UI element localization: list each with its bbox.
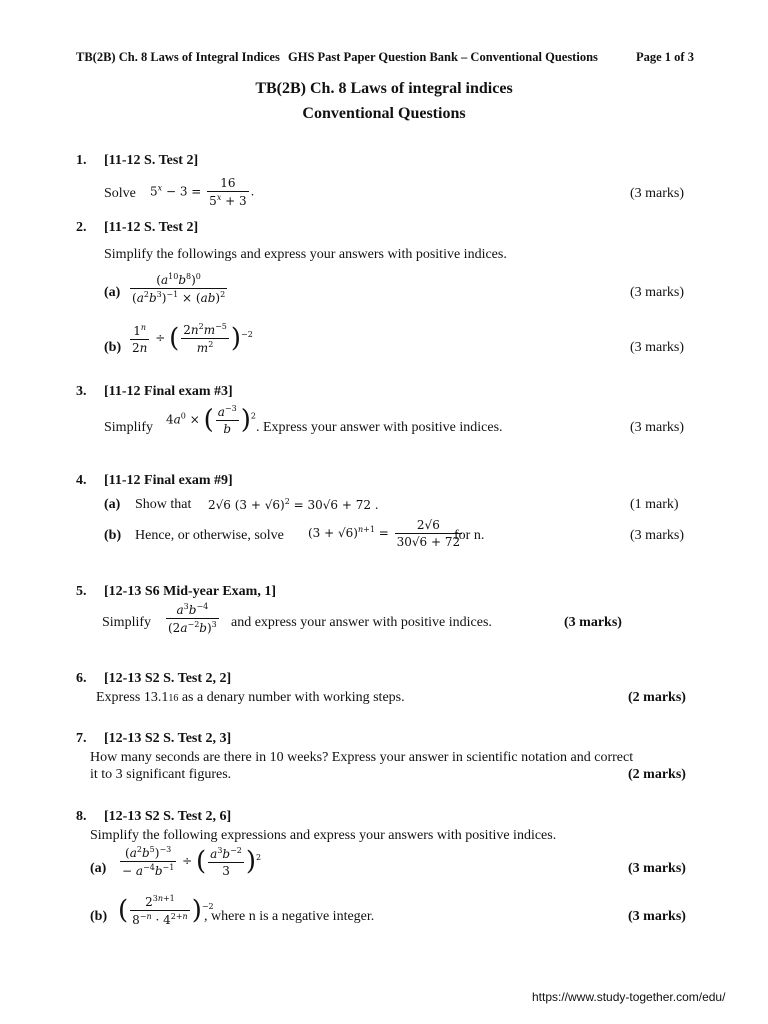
question-6-number: 6. <box>76 671 87 686</box>
question-4a-marks: (1 mark) <box>630 497 679 512</box>
question-8a-expression: $\frac{(a^2b^5)^{-3}}{- a^{-4}b^{-1}}$ ÷ ( $\frac{a^3b^{-2}}{3}$ )$^2$ <box>122 845 262 878</box>
question-1-text: Solve <box>104 186 136 201</box>
question-5-expression: $\frac{a^3b^{-4}}{(2a^{-2}b)^3}$ <box>168 602 217 635</box>
header-bank: GHS Past Paper Question Bank – Conventional Questions <box>288 50 598 64</box>
question-4b-text: Hence, or otherwise, solve <box>135 528 284 543</box>
question-1-source: [11-12 S. Test 2] <box>104 153 199 168</box>
question-5-marks: (3 marks) <box>564 615 622 630</box>
question-1-equation: $5^x - 3$ = $\frac{16}{5^x + 3}$ . <box>150 176 255 208</box>
question-7-marks: (2 marks) <box>628 767 686 782</box>
question-7-text-line2: it to 3 significant figures. <box>90 767 232 782</box>
question-2-number: 2. <box>76 220 87 235</box>
question-6-source: [12-13 S2 S. Test 2, 2] <box>104 671 232 686</box>
question-3-number: 3. <box>76 384 87 399</box>
question-5-text: Simplify <box>102 615 152 630</box>
question-8b-marks: (3 marks) <box>628 909 686 924</box>
page-title: TB(2B) Ch. 8 Laws of integral indices <box>255 80 513 97</box>
question-6-text <box>96 690 405 706</box>
question-8-text: Simplify the following expressions and express your answers with positive indices. <box>90 828 557 843</box>
question-7-number: 7. <box>76 731 87 746</box>
question-2b-marks: (3 marks) <box>630 340 685 355</box>
question-2b-expression: $\frac{1^n}{2n}$ ÷ ( $\frac{2n^2m^{-5}}{m^2}$ )$^{-2}$ <box>132 322 253 355</box>
question-4a-label: (a) <box>104 497 121 512</box>
question-5-text-after: and express your answer with positive indices. <box>231 615 492 630</box>
question-2a-label: (a) <box>104 285 121 300</box>
question-8a-marks: (3 marks) <box>628 861 686 876</box>
question-4a-equation: 2√6 $(3 + √6)^2 = 30√6 + 72$ . <box>208 497 379 512</box>
question-3-text: Simplify <box>104 420 154 435</box>
question-6-base-subscript: 16 <box>168 693 179 704</box>
question-8-number: 8. <box>76 809 87 824</box>
question-5-source: [12-13 S6 Mid-year Exam, 1] <box>104 584 276 599</box>
question-6-text-before: Express 13.1 <box>96 690 169 705</box>
page-subtitle: Conventional Questions <box>302 105 466 122</box>
question-4b-label: (b) <box>104 528 122 543</box>
question-3-marks: (3 marks) <box>630 420 685 435</box>
question-7-text-line1: How many seconds are there in 10 weeks? Express your answer in scientific notation and correct <box>90 750 634 765</box>
question-2a-expression: $\frac{(a^{10}b^8)^0}{(a^2b^3)^{-1} \times (ab)^2}$ <box>132 272 226 305</box>
question-8a-label: (a) <box>90 861 107 876</box>
question-5-number: 5. <box>76 584 87 599</box>
question-4-number: 4. <box>76 473 87 488</box>
header-chapter: TB(2B) Ch. 8 Laws of Integral Indices <box>76 50 280 64</box>
question-8b-expression: ( $\frac{2^{3n+1}}{8^{-n} \cdot 4^{2+n}}$ )$^{-2}$ <box>118 894 214 927</box>
question-3-source: [11-12 Final exam #3] <box>104 384 233 399</box>
question-2-source: [11-12 S. Test 2] <box>104 220 199 235</box>
question-2b-label: (b) <box>104 340 122 355</box>
question-4b-equation: $(3 + √6)^{n+1}$ = $\frac{2√6}{30√6 + 72}$ <box>308 518 461 549</box>
question-8-source: [12-13 S2 S. Test 2, 6] <box>104 809 232 824</box>
question-7-source: [12-13 S2 S. Test 2, 3] <box>104 731 232 746</box>
question-3-text-after: . Express your answer with positive indices. <box>256 420 503 435</box>
question-2a-marks: (3 marks) <box>630 285 685 300</box>
question-4b-marks: (3 marks) <box>630 528 685 543</box>
header-page-number: Page 1 of 3 <box>636 50 694 64</box>
footer-url: https://www.study-together.com/edu/ <box>532 990 726 1004</box>
question-1-marks: (3 marks) <box>630 186 685 201</box>
question-8b-label: (b) <box>90 909 108 924</box>
question-4b-text-after: for n. <box>454 528 485 543</box>
question-6-text-after: as a denary number with working steps. <box>178 690 405 705</box>
question-8b-text-after: , where n is a negative integer. <box>204 909 375 924</box>
question-2-text: Simplify the followings and express your answers with positive indices. <box>104 247 507 262</box>
question-4a-text: Show that <box>135 497 192 512</box>
question-6-marks: (2 marks) <box>628 690 686 705</box>
question-4-source: [11-12 Final exam #9] <box>104 473 233 488</box>
question-1-number: 1. <box>76 153 87 168</box>
question-3-expression: $4a^0$ × ( $\frac{a^{-3}}{b}$ )$^2$ <box>166 404 256 436</box>
